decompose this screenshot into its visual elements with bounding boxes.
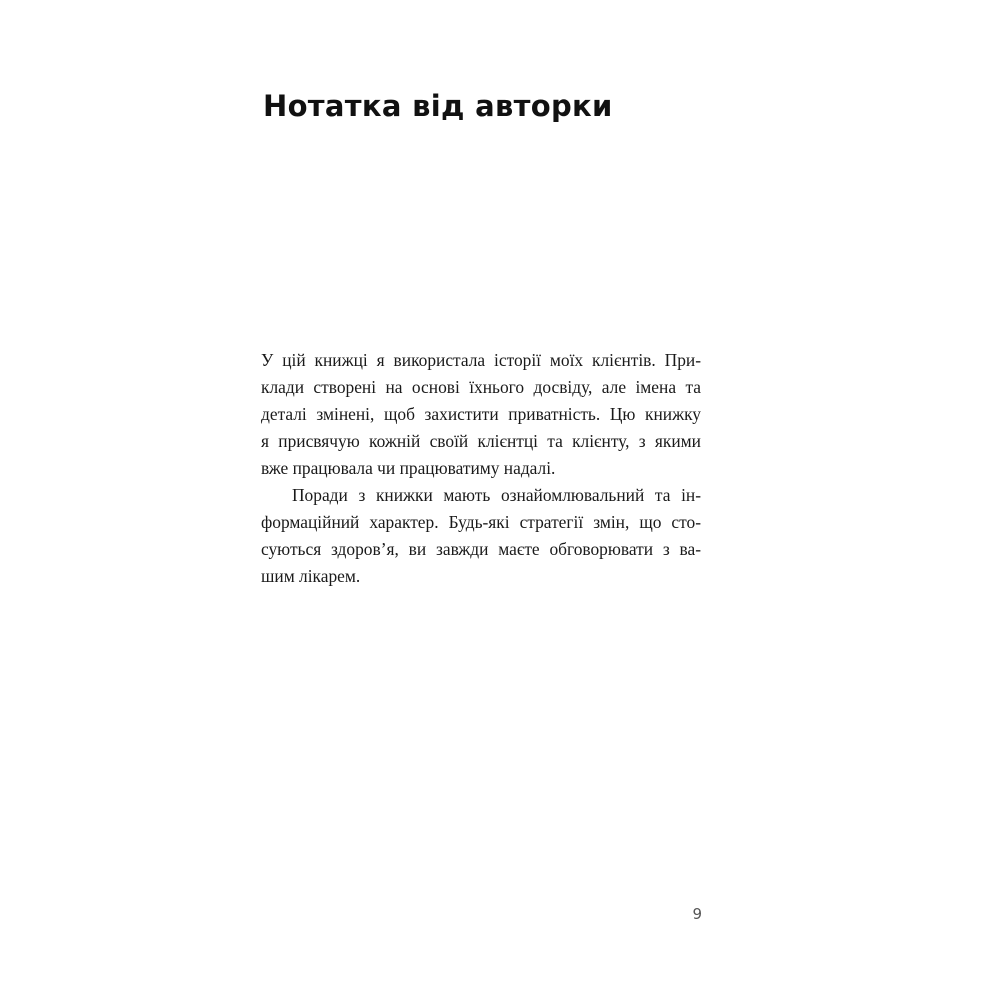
paragraph-2-line-4: шим лікарем. xyxy=(261,566,361,586)
paragraph-1 xyxy=(261,347,701,482)
paragraph-1-line-4: я присвячую кожній своїй клієнтці та клієнту, з якими xyxy=(261,431,701,451)
paragraph-2-line-2: формаційний характер. Будь-які стратегії змін, що сто- xyxy=(261,512,701,532)
paragraph-2-line-3: суються здоров’я, ви завжди маєте обговорювати з ва- xyxy=(261,539,701,559)
paragraph-1-line-2: клади створені на основі їхнього досвіду, але імена та xyxy=(261,377,701,397)
paragraph-2-line-1: Поради з книжки мають ознайомлювальний та ін- xyxy=(292,485,701,505)
paragraph-1-line-5: вже працювала чи працюватиму надалі. xyxy=(261,458,556,478)
page-title: Нотатка від авторки xyxy=(263,89,613,123)
paragraph-1-line-3: деталі змінені, щоб захистити приватність. Цю книжку xyxy=(261,404,701,424)
page-number: 9 xyxy=(692,905,702,923)
paragraph-1-line-1: У цій книжці я використала історії моїх клієнтів. При- xyxy=(261,350,701,370)
body-text xyxy=(261,347,701,590)
paragraph-2 xyxy=(261,482,701,590)
